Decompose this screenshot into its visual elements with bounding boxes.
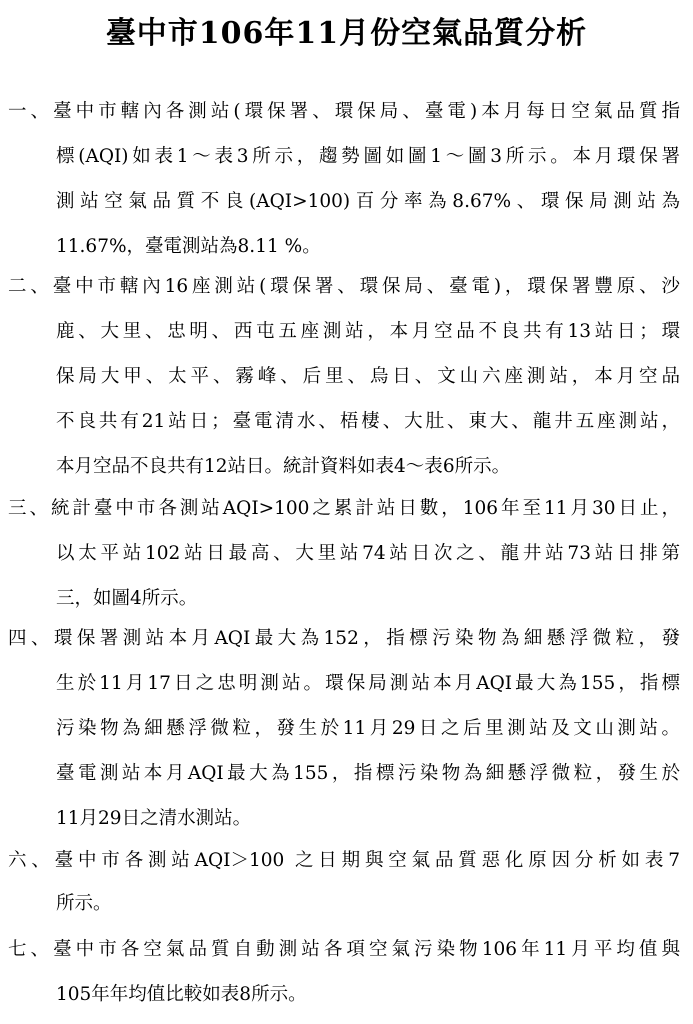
item-line: 生於11月17日之忠明測站。環保局測站本月AQI最大為155，指標 — [56, 673, 680, 694]
item-line: 臺電測站本月AQI最大為155，指標污染物為細懸浮微粒，發生於 — [56, 763, 680, 784]
document-title: 臺中市106年11月份空氣品質分析 — [105, 16, 588, 51]
item-line: 三、統計臺中市各測站AQI>100之累計站日數，106年至11月30日止， — [8, 498, 680, 519]
item-line: 標(AQI)如表1～表3所示，趨勢圖如圖1～圖3所示。本月環保署 — [56, 146, 680, 167]
item-line: 以太平站102站日最高、大里站74站日次之、龍井站73站日排第 — [56, 543, 680, 564]
item-line: 污染物為細懸浮微粒，發生於11月29日之后里測站及文山測站。 — [56, 718, 680, 739]
item-line: 測站空氣品質不良(AQI>100)百分率為8.67%、環保局測站為 — [56, 191, 680, 212]
item-line: 三，如圖4所示。 — [56, 588, 198, 609]
item-line: 11.67%，臺電測站為8.11 %。 — [56, 236, 321, 257]
item-line: 11月29日之清水測站。 — [56, 808, 252, 829]
item-line: 105年年均值比較如表8所示。 — [56, 984, 307, 1005]
item-line: 保局大甲、太平、霧峰、后里、烏日、文山六座測站，本月空品 — [56, 366, 680, 387]
item-line: 一、臺中市轄內各測站(環保署、環保局、臺電)本月每日空氣品質指 — [8, 101, 680, 122]
item-line: 二、臺中市轄內16座測站(環保署、環保局、臺電)，環保署豐原、沙 — [8, 276, 680, 297]
item-line: 六、臺中市各測站AQI＞100 之日期與空氣品質惡化原因分析如表7 — [8, 850, 680, 871]
item-line: 鹿、大里、忠明、西屯五座測站，本月空品不良共有13站日；環 — [56, 321, 680, 342]
item-line: 所示。 — [56, 893, 112, 914]
item-line: 不良共有21站日；臺電清水、梧棲、大肚、東大、龍井五座測站， — [56, 411, 680, 432]
item-line: 本月空品不良共有12站日。統計資料如表4～表6所示。 — [56, 456, 511, 477]
item-line: 四、環保署測站本月AQI最大為152，指標污染物為細懸浮微粒，發 — [8, 628, 680, 649]
item-line: 七、臺中市各空氣品質自動測站各項空氣污染物106年11月平均值與 — [8, 939, 680, 960]
